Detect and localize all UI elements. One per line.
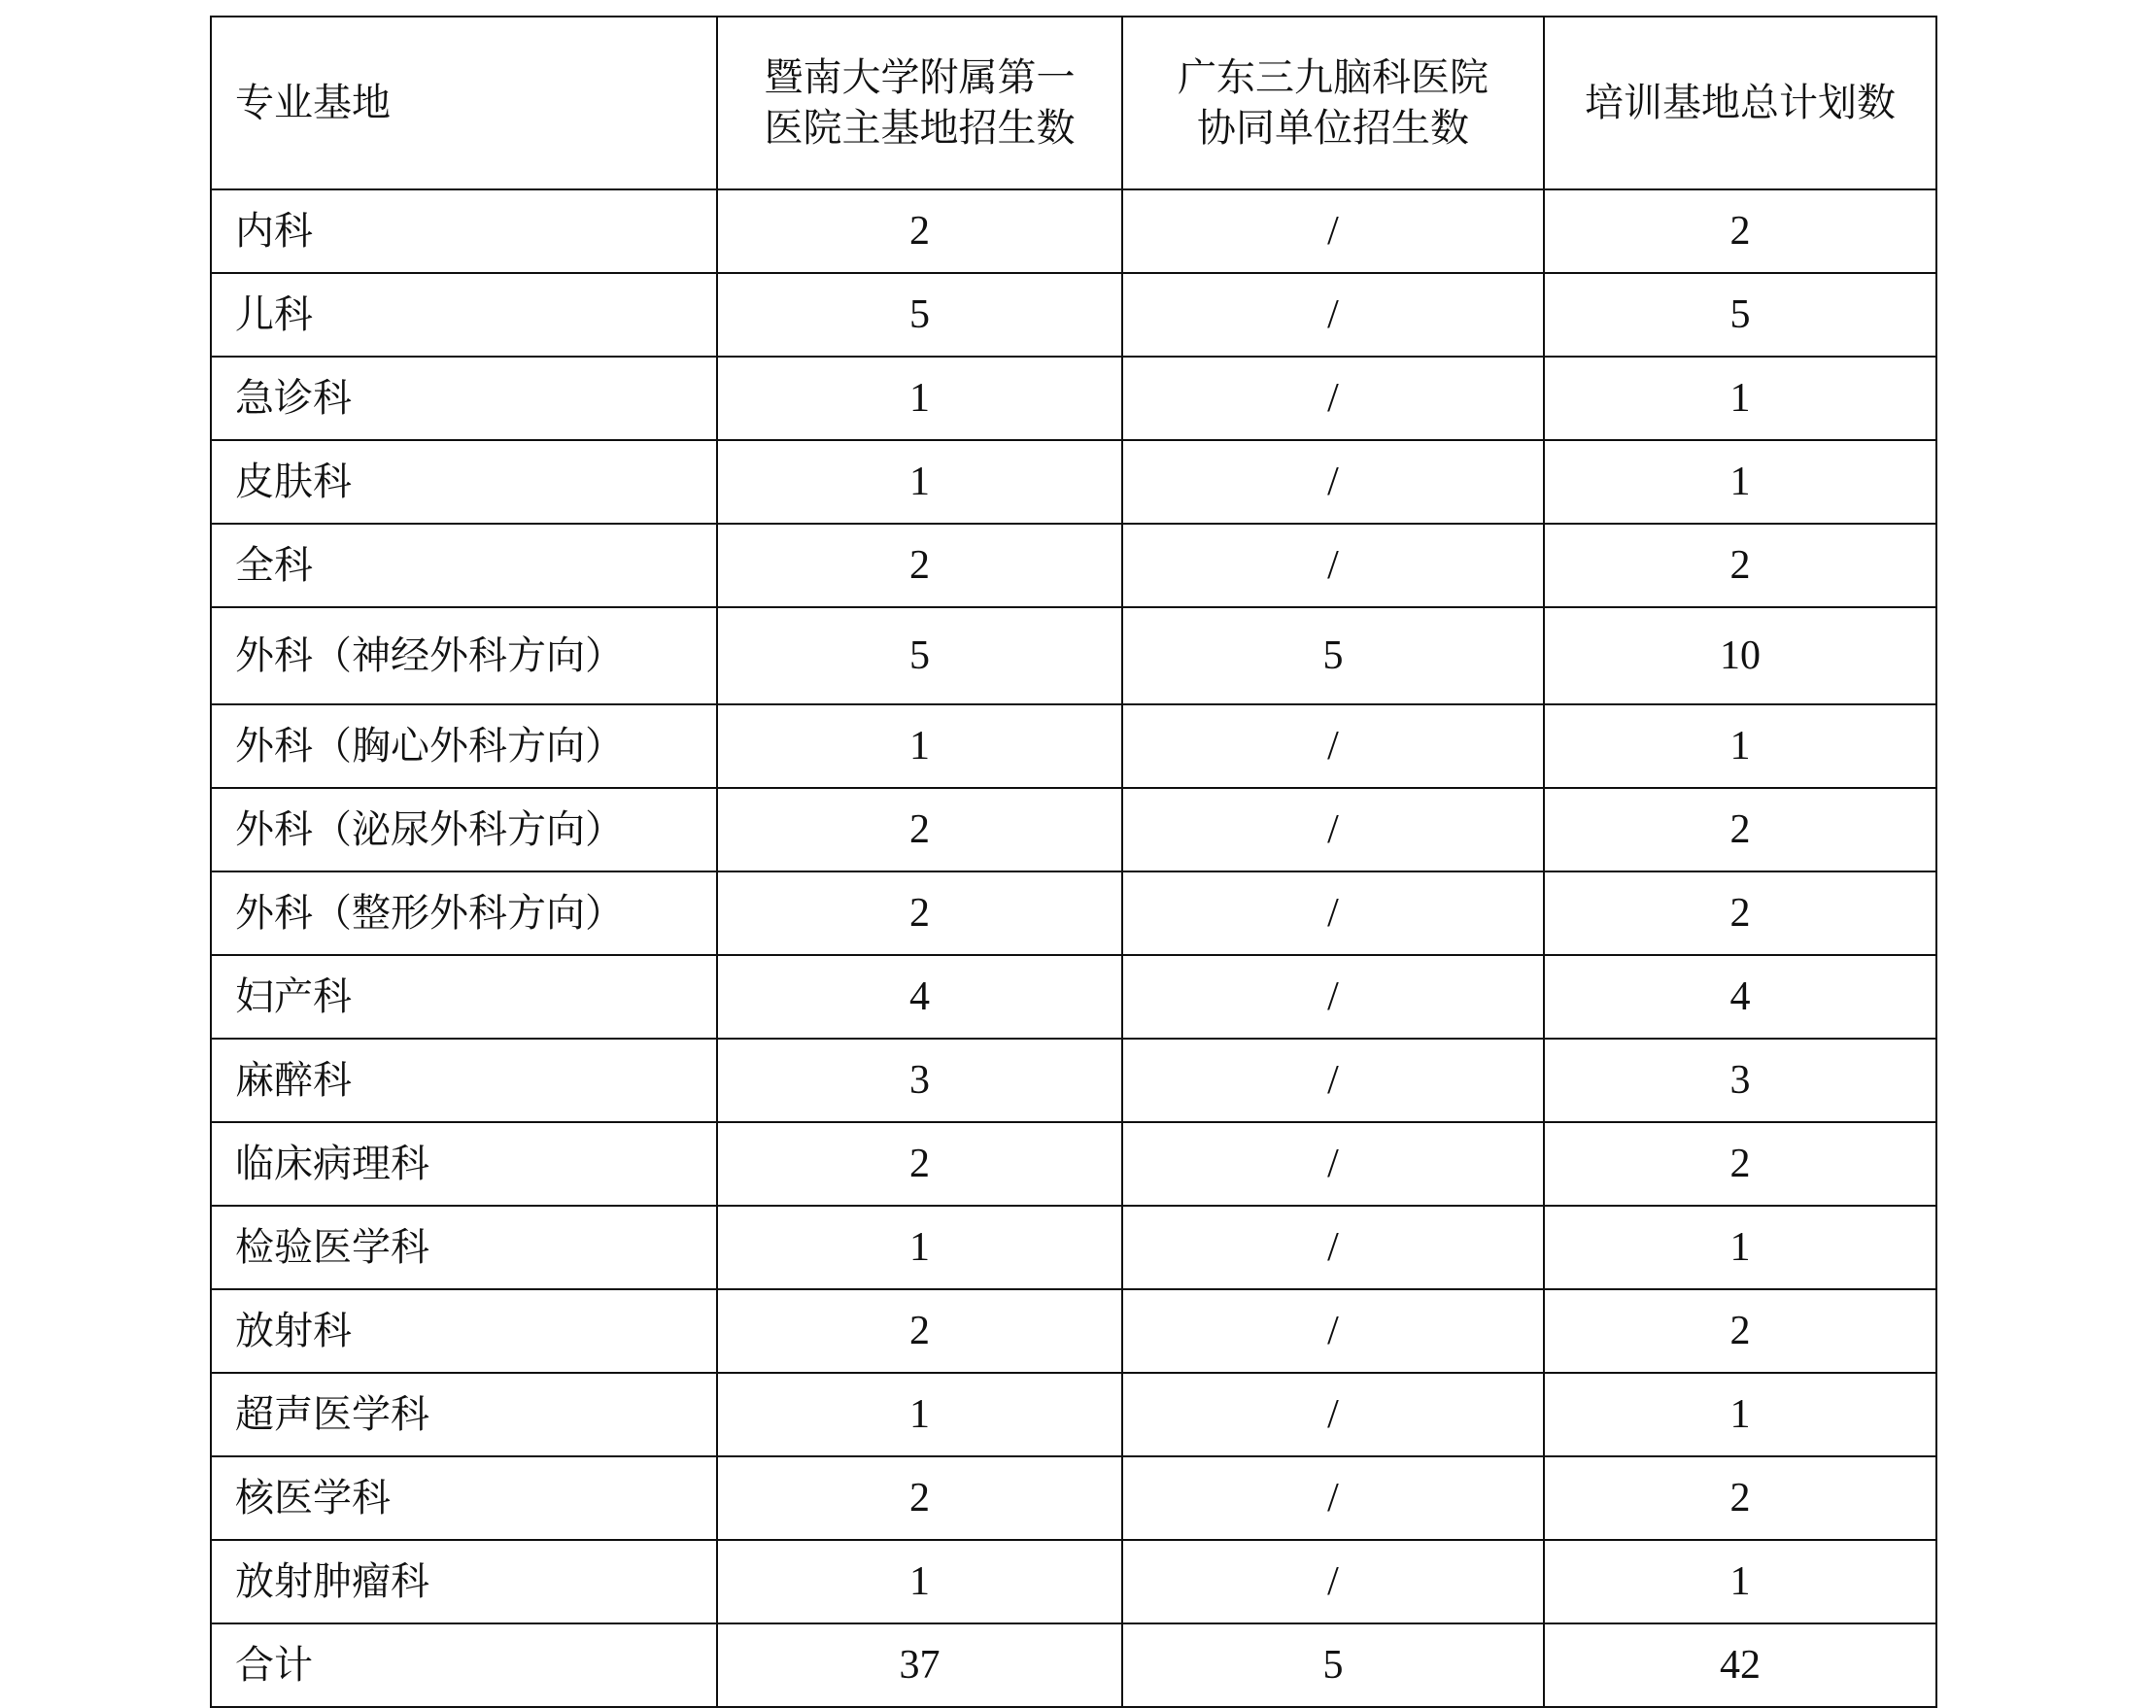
table-row (211, 273, 1936, 357)
specialty-name-cell: 临床病理科 (211, 1122, 717, 1206)
main-base-count-cell: 5 (717, 273, 1122, 357)
specialty-name-cell: 核医学科 (211, 1456, 717, 1540)
partner-count-cell: / (1122, 524, 1544, 607)
table-row (211, 704, 1936, 788)
total-count-cell: 1 (1544, 357, 1936, 440)
main-base-count-cell: 1 (717, 357, 1122, 440)
specialty-name-cell: 皮肤科 (211, 440, 717, 524)
header-main-base-enrollment (717, 17, 1122, 189)
partner-count-cell: / (1122, 273, 1544, 357)
total-count-cell: 4 (1544, 955, 1936, 1039)
partner-count-cell: / (1122, 189, 1544, 273)
main-base-count-cell: 2 (717, 871, 1122, 955)
partner-count-cell: / (1122, 357, 1544, 440)
specialty-name-cell: 外科（神经外科方向） (211, 607, 717, 704)
header-total-plan (1544, 17, 1936, 189)
table-row (211, 189, 1936, 273)
partner-count-cell: / (1122, 440, 1544, 524)
total-count-cell: 10 (1544, 607, 1936, 704)
main-base-count-cell: 1 (717, 1540, 1122, 1623)
specialty-name-cell: 超声医学科 (211, 1373, 717, 1456)
table-row (211, 1206, 1936, 1289)
partner-count-cell: / (1122, 704, 1544, 788)
total-count-cell: 2 (1544, 189, 1936, 273)
table-row (211, 524, 1936, 607)
total-count-cell: 42 (1544, 1623, 1936, 1707)
main-base-count-cell: 2 (717, 1456, 1122, 1540)
header-specialty-base (211, 17, 717, 189)
table-row (211, 1122, 1936, 1206)
table-row (211, 1039, 1936, 1122)
main-base-count-cell: 2 (717, 189, 1122, 273)
total-count-cell: 1 (1544, 440, 1936, 524)
specialty-name-cell: 急诊科 (211, 357, 717, 440)
partner-count-cell: / (1122, 1373, 1544, 1456)
main-base-count-cell: 1 (717, 704, 1122, 788)
partner-count-cell: / (1122, 955, 1544, 1039)
header-line: 培训基地总计划数 (1585, 81, 1896, 125)
total-count-cell: 2 (1544, 871, 1936, 955)
partner-count-cell: 5 (1122, 1623, 1544, 1707)
specialty-name-cell: 合计 (211, 1623, 717, 1707)
partner-count-cell: / (1122, 788, 1544, 871)
specialty-name-cell: 外科（整形外科方向） (211, 871, 717, 955)
partner-count-cell: / (1122, 1540, 1544, 1623)
total-count-cell: 1 (1544, 1206, 1936, 1289)
total-count-cell: 3 (1544, 1039, 1936, 1122)
total-count-cell: 1 (1544, 1540, 1936, 1623)
main-base-count-cell: 37 (717, 1623, 1122, 1707)
main-base-count-cell: 1 (717, 440, 1122, 524)
table-row (211, 357, 1936, 440)
specialty-name-cell: 外科（泌尿外科方向） (211, 788, 717, 871)
specialty-name-cell: 麻醉科 (211, 1039, 717, 1122)
table-row (211, 871, 1936, 955)
specialty-name-cell: 全科 (211, 524, 717, 607)
specialty-name-cell: 检验医学科 (211, 1206, 717, 1289)
table-row (211, 1373, 1936, 1456)
table-row (211, 440, 1936, 524)
table-row (211, 788, 1936, 871)
partner-count-cell: 5 (1122, 607, 1544, 704)
table-body (211, 189, 1936, 1707)
total-count-cell: 2 (1544, 788, 1936, 871)
header-partner-unit-enrollment (1122, 17, 1544, 189)
total-count-cell: 2 (1544, 1456, 1936, 1540)
main-base-count-cell: 2 (717, 1289, 1122, 1373)
header-line: 广东三九脑科医院 (1178, 55, 1489, 100)
total-count-cell: 2 (1544, 1289, 1936, 1373)
table-row (211, 1540, 1936, 1623)
specialty-name-cell: 放射肿瘤科 (211, 1540, 717, 1623)
partner-count-cell: / (1122, 1289, 1544, 1373)
total-count-cell: 2 (1544, 1122, 1936, 1206)
specialty-name-cell: 外科（胸心外科方向） (211, 704, 717, 788)
partner-count-cell: / (1122, 1206, 1544, 1289)
header-line: 协同单位招生数 (1197, 106, 1469, 151)
main-base-count-cell: 2 (717, 1122, 1122, 1206)
specialty-name-cell: 妇产科 (211, 955, 717, 1039)
table-header (211, 17, 1936, 189)
partner-count-cell: / (1122, 1039, 1544, 1122)
partner-count-cell: / (1122, 1456, 1544, 1540)
main-base-count-cell: 5 (717, 607, 1122, 704)
main-base-count-cell: 2 (717, 788, 1122, 871)
total-count-cell: 1 (1544, 1373, 1936, 1456)
header-line: 医院主基地招生数 (764, 106, 1076, 151)
table-row (211, 1456, 1936, 1540)
specialty-name-cell: 内科 (211, 189, 717, 273)
header-line: 专业基地 (235, 81, 391, 125)
specialty-name-cell: 放射科 (211, 1289, 717, 1373)
total-count-cell: 2 (1544, 524, 1936, 607)
header-row (211, 17, 1936, 189)
table-row (211, 1623, 1936, 1707)
partner-count-cell: / (1122, 871, 1544, 955)
total-count-cell: 1 (1544, 704, 1936, 788)
table-row (211, 955, 1936, 1039)
main-base-count-cell: 2 (717, 524, 1122, 607)
enrollment-plan-table (210, 16, 1937, 1708)
main-base-count-cell: 1 (717, 1206, 1122, 1289)
main-base-count-cell: 4 (717, 955, 1122, 1039)
total-count-cell: 5 (1544, 273, 1936, 357)
header-line: 暨南大学附属第一 (764, 55, 1076, 100)
specialty-name-cell: 儿科 (211, 273, 717, 357)
table-row (211, 1289, 1936, 1373)
main-base-count-cell: 1 (717, 1373, 1122, 1456)
table-row (211, 607, 1936, 704)
main-base-count-cell: 3 (717, 1039, 1122, 1122)
partner-count-cell: / (1122, 1122, 1544, 1206)
